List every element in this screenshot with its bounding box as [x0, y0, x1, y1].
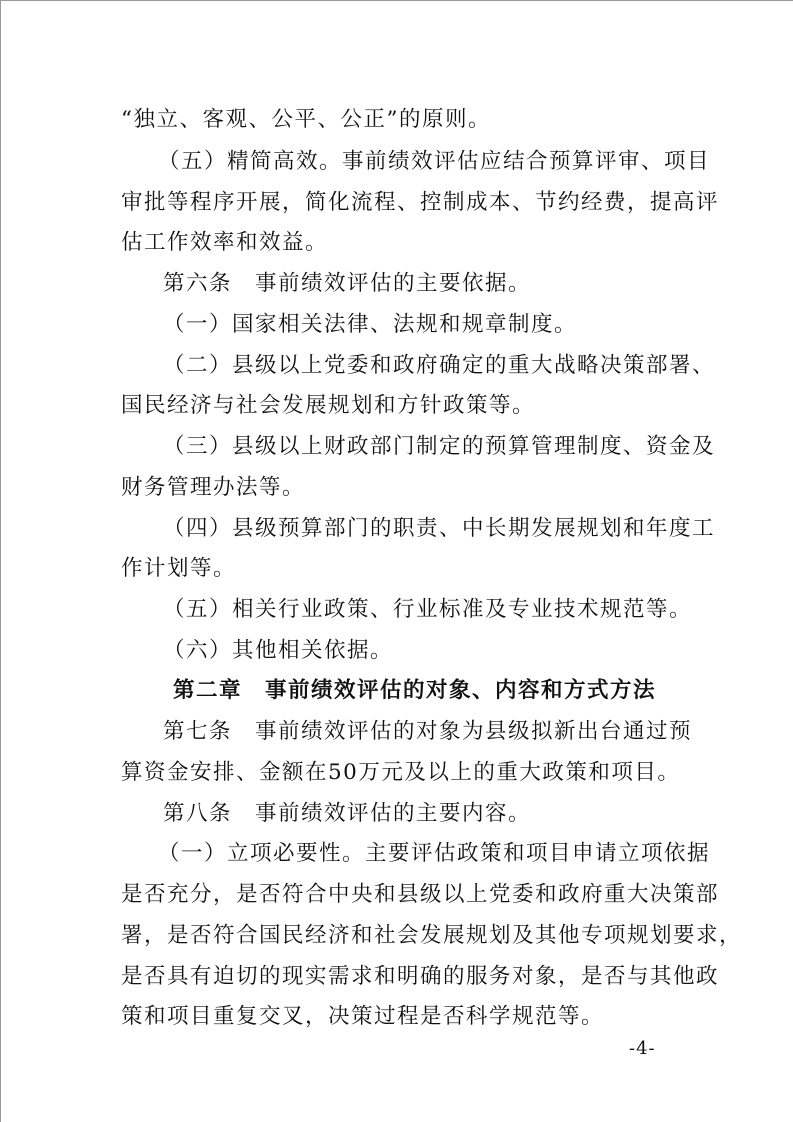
paragraph-line-14: （六）其他相关依据。 — [163, 638, 394, 663]
paragraph-line-3: 审批等程序开展，简化流程、控制成本、节约经费，提高评 — [121, 190, 720, 215]
paragraph-line-9: （三）县级以上财政部门制定的预算管理制度、资金及 — [163, 434, 716, 459]
chapter-2-heading: 第二章 事前绩效评估的对象、内容和方式方法 — [173, 678, 657, 703]
paragraph-line-2: （五）精简高效。事前绩效评估应结合预算评审、项目 — [158, 149, 711, 174]
paragraph-line-11: （四）县级预算部门的职责、中长期发展规划和年度工 — [163, 516, 716, 541]
paragraph-line-23: 策和项目重复交叉，决策过程是否科学规范等。 — [121, 1004, 605, 1029]
article-7-line-2: 算资金安排、金额在50万元及以上的重大政策和项目。 — [121, 760, 681, 785]
paragraph-line-19: （一）立项必要性。主要评估政策和项目申请立项依据 — [158, 841, 711, 866]
article-7-line-1: 第七条 事前绩效评估的对象为县级拟新出台通过预 — [163, 719, 693, 744]
paragraph-line-7: （二）县级以上党委和政府确定的重大战略决策部署、 — [163, 353, 716, 378]
paragraph-line-10: 财务管理办法等。 — [121, 475, 306, 500]
page-number: -4- — [629, 1038, 656, 1059]
paragraph-line-12: 作计划等。 — [121, 556, 237, 581]
paragraph-line-20: 是否充分，是否符合中央和县级以上党委和政府重大决策部 — [121, 882, 720, 907]
paragraph-line-21: 署，是否符合国民经济和社会发展规划及其他专项规划要求， — [121, 923, 743, 948]
article-6-title: 第六条 事前绩效评估的主要依据。 — [163, 271, 532, 296]
article-8-title: 第八条 事前绩效评估的主要内容。 — [163, 801, 532, 826]
paragraph-line-4: 估工作效率和效益。 — [121, 230, 329, 255]
paragraph-line-8: 国民经济与社会发展规划和方针政策等。 — [121, 393, 536, 418]
paragraph-line-22: 是否具有迫切的现实需求和明确的服务对象，是否与其他政 — [121, 964, 720, 989]
paragraph-line-6: （一）国家相关法律、法规和规章制度。 — [163, 312, 578, 337]
paragraph-line-1: “独立、客观、公平、公正”的原则。 — [121, 107, 491, 132]
paragraph-line-13: （五）相关行业政策、行业标准及专业技术规范等。 — [163, 597, 693, 622]
